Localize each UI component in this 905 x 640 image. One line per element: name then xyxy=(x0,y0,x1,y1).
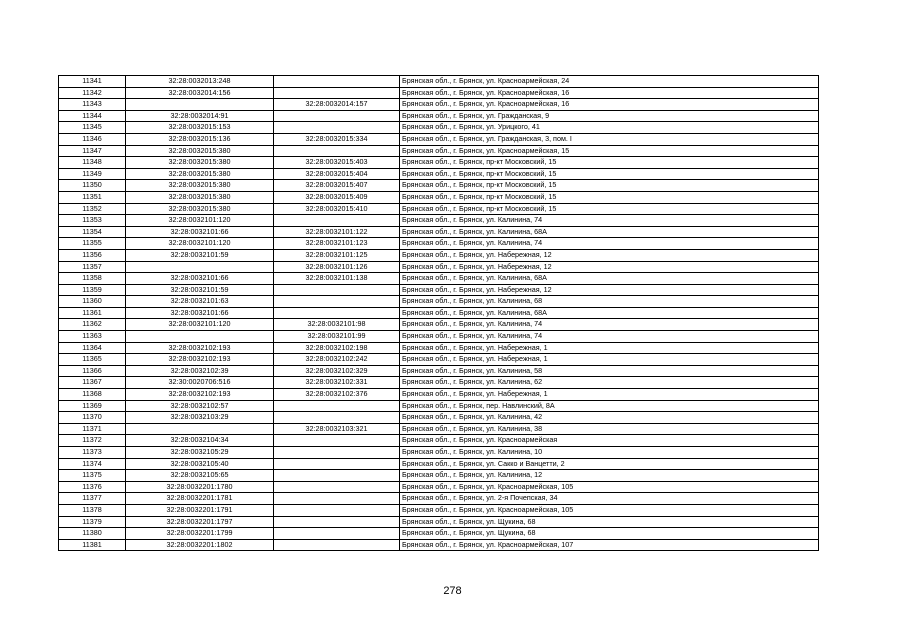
row-number-cell: 11379 xyxy=(59,516,126,528)
object-cadastral-number-cell: 32:28:0032101:99 xyxy=(274,331,400,343)
object-cadastral-number-cell: 32:28:0032102:198 xyxy=(274,342,400,354)
table-row xyxy=(59,273,819,285)
address-cell: Брянская обл., г. Брянск, ул. Гражданская, 9 xyxy=(400,110,819,122)
row-number-cell: 11370 xyxy=(59,412,126,424)
cadastral-number-cell: 32:28:0032102:193 xyxy=(126,354,274,366)
address-cell: Брянская обл., г. Брянск, ул. Гражданская, 3, пом. I xyxy=(400,133,819,145)
address-cell: Брянская обл., г. Брянск, ул. Калинина, 12 xyxy=(400,470,819,482)
cadastral-number-cell: 32:28:0032102:39 xyxy=(126,365,274,377)
cadastral-number-cell xyxy=(126,423,274,435)
address-cell: Брянская обл., г. Брянск, ул. Калинина, 58 xyxy=(400,365,819,377)
cadastral-number-cell xyxy=(126,261,274,273)
register-table-body xyxy=(59,76,819,551)
table-row xyxy=(59,481,819,493)
table-row xyxy=(59,296,819,308)
object-cadastral-number-cell xyxy=(274,400,400,412)
row-number-cell: 11357 xyxy=(59,261,126,273)
cadastral-number-cell: 32:28:0032013:248 xyxy=(126,76,274,88)
object-cadastral-number-cell: 32:28:0032015:409 xyxy=(274,191,400,203)
table-row xyxy=(59,389,819,401)
row-number-cell: 11356 xyxy=(59,249,126,261)
table-row xyxy=(59,516,819,528)
cadastral-number-cell: 32:30:0020706:516 xyxy=(126,377,274,389)
object-cadastral-number-cell: 32:28:0032103:321 xyxy=(274,423,400,435)
row-number-cell: 11355 xyxy=(59,238,126,250)
cadastral-number-cell: 32:28:0032014:156 xyxy=(126,87,274,99)
object-cadastral-number-cell xyxy=(274,145,400,157)
table-row xyxy=(59,191,819,203)
object-cadastral-number-cell xyxy=(274,481,400,493)
object-cadastral-number-cell: 32:28:0032015:404 xyxy=(274,168,400,180)
object-cadastral-number-cell xyxy=(274,307,400,319)
row-number-cell: 11351 xyxy=(59,191,126,203)
row-number-cell: 11349 xyxy=(59,168,126,180)
object-cadastral-number-cell xyxy=(274,528,400,540)
object-cadastral-number-cell: 32:28:0032101:98 xyxy=(274,319,400,331)
address-cell: Брянская обл., г. Брянск, ул. Калинина, 74 xyxy=(400,215,819,227)
address-cell: Брянская обл., г. Брянск, ул. Щукина, 68 xyxy=(400,528,819,540)
row-number-cell: 11369 xyxy=(59,400,126,412)
table-row xyxy=(59,133,819,145)
object-cadastral-number-cell: 32:28:0032102:376 xyxy=(274,389,400,401)
cadastral-number-cell: 32:28:0032101:59 xyxy=(126,284,274,296)
table-row xyxy=(59,365,819,377)
register-table xyxy=(58,75,819,551)
table-row xyxy=(59,180,819,192)
object-cadastral-number-cell: 32:28:0032101:122 xyxy=(274,226,400,238)
table-row xyxy=(59,354,819,366)
object-cadastral-number-cell: 32:28:0032102:331 xyxy=(274,377,400,389)
table-row xyxy=(59,203,819,215)
address-cell: Брянская обл., г. Брянск, ул. Урицкого, 41 xyxy=(400,122,819,134)
object-cadastral-number-cell: 32:28:0032102:329 xyxy=(274,365,400,377)
page-number: 278 xyxy=(443,585,462,597)
address-cell: Брянская обл., г. Брянск, ул. Красноармейская, 16 xyxy=(400,87,819,99)
cadastral-number-cell: 32:28:0032201:1791 xyxy=(126,504,274,516)
address-cell: Брянская обл., г. Брянск, ул. Красноармейская xyxy=(400,435,819,447)
object-cadastral-number-cell xyxy=(274,296,400,308)
object-cadastral-number-cell xyxy=(274,493,400,505)
cadastral-number-cell: 32:28:0032101:63 xyxy=(126,296,274,308)
row-number-cell: 11363 xyxy=(59,331,126,343)
address-cell: Брянская обл., г. Брянск, ул. Калинина, 74 xyxy=(400,331,819,343)
row-number-cell: 11381 xyxy=(59,539,126,551)
table-row xyxy=(59,110,819,122)
row-number-cell: 11374 xyxy=(59,458,126,470)
table-row xyxy=(59,319,819,331)
cadastral-number-cell: 32:28:0032201:1780 xyxy=(126,481,274,493)
row-number-cell: 11364 xyxy=(59,342,126,354)
row-number-cell: 11348 xyxy=(59,157,126,169)
table-row xyxy=(59,539,819,551)
object-cadastral-number-cell xyxy=(274,516,400,528)
row-number-cell: 11361 xyxy=(59,307,126,319)
cadastral-number-cell: 32:28:0032102:193 xyxy=(126,342,274,354)
address-cell: Брянская обл., г. Брянск, ул. 2-я Почепская, 34 xyxy=(400,493,819,505)
address-cell: Брянская обл., г. Брянск, ул. Набережная, 12 xyxy=(400,284,819,296)
address-cell: Брянская обл., г. Брянск, ул. Калинина, 62 xyxy=(400,377,819,389)
address-cell: Брянская обл., г. Брянск, ул. Щукина, 68 xyxy=(400,516,819,528)
object-cadastral-number-cell: 32:28:0032015:334 xyxy=(274,133,400,145)
row-number-cell: 11377 xyxy=(59,493,126,505)
object-cadastral-number-cell xyxy=(274,470,400,482)
object-cadastral-number-cell: 32:28:0032014:157 xyxy=(274,99,400,111)
row-number-cell: 11360 xyxy=(59,296,126,308)
table-row xyxy=(59,493,819,505)
address-cell: Брянская обл., г. Брянск, пр-кт Московский, 15 xyxy=(400,203,819,215)
cadastral-number-cell: 32:28:0032201:1802 xyxy=(126,539,274,551)
row-number-cell: 11343 xyxy=(59,99,126,111)
row-number-cell: 11365 xyxy=(59,354,126,366)
table-row xyxy=(59,157,819,169)
object-cadastral-number-cell xyxy=(274,110,400,122)
object-cadastral-number-cell: 32:28:0032015:403 xyxy=(274,157,400,169)
table-row xyxy=(59,342,819,354)
address-cell: Брянская обл., г. Брянск, ул. Калинина, 68А xyxy=(400,273,819,285)
object-cadastral-number-cell: 32:28:0032102:242 xyxy=(274,354,400,366)
cadastral-number-cell: 32:28:0032101:66 xyxy=(126,273,274,285)
table-row xyxy=(59,215,819,227)
object-cadastral-number-cell xyxy=(274,447,400,459)
object-cadastral-number-cell: 32:28:0032015:407 xyxy=(274,180,400,192)
object-cadastral-number-cell xyxy=(274,215,400,227)
table-row xyxy=(59,87,819,99)
address-cell: Брянская обл., г. Брянск, ул. Красноармейская, 107 xyxy=(400,539,819,551)
table-row xyxy=(59,238,819,250)
object-cadastral-number-cell xyxy=(274,435,400,447)
table-row xyxy=(59,504,819,516)
row-number-cell: 11347 xyxy=(59,145,126,157)
cadastral-number-cell: 32:28:0032015:153 xyxy=(126,122,274,134)
object-cadastral-number-cell xyxy=(274,458,400,470)
object-cadastral-number-cell: 32:28:0032101:123 xyxy=(274,238,400,250)
cadastral-number-cell: 32:28:0032101:66 xyxy=(126,226,274,238)
address-cell: Брянская обл., г. Брянск, ул. Калинина, 68А xyxy=(400,226,819,238)
row-number-cell: 11362 xyxy=(59,319,126,331)
row-number-cell: 11367 xyxy=(59,377,126,389)
row-number-cell: 11352 xyxy=(59,203,126,215)
address-cell: Брянская обл., г. Брянск, пр-кт Московский, 15 xyxy=(400,191,819,203)
object-cadastral-number-cell xyxy=(274,284,400,296)
row-number-cell: 11378 xyxy=(59,504,126,516)
table-row xyxy=(59,458,819,470)
cadastral-number-cell: 32:28:0032201:1781 xyxy=(126,493,274,505)
cadastral-number-cell: 32:28:0032105:29 xyxy=(126,447,274,459)
address-cell: Брянская обл., г. Брянск, ул. Набережная, 12 xyxy=(400,249,819,261)
address-cell: Брянская обл., г. Брянск, ул. Калинина, 68 xyxy=(400,296,819,308)
address-cell: Брянская обл., г. Брянск, пер. Навлинский, 8А xyxy=(400,400,819,412)
cadastral-number-cell: 32:28:0032105:40 xyxy=(126,458,274,470)
row-number-cell: 11344 xyxy=(59,110,126,122)
object-cadastral-number-cell xyxy=(274,76,400,88)
table-row xyxy=(59,377,819,389)
table-row xyxy=(59,249,819,261)
table-row xyxy=(59,447,819,459)
cadastral-number-cell: 32:28:0032105:65 xyxy=(126,470,274,482)
address-cell: Брянская обл., г. Брянск, ул. Калинина, 68А xyxy=(400,307,819,319)
cadastral-number-cell: 32:28:0032015:380 xyxy=(126,180,274,192)
object-cadastral-number-cell: 32:28:0032101:125 xyxy=(274,249,400,261)
object-cadastral-number-cell: 32:28:0032015:410 xyxy=(274,203,400,215)
object-cadastral-number-cell xyxy=(274,87,400,99)
table-row xyxy=(59,99,819,111)
address-cell: Брянская обл., г. Брянск, ул. Красноармейская, 105 xyxy=(400,504,819,516)
address-cell: Брянская обл., г. Брянск, ул. Набережная, 1 xyxy=(400,354,819,366)
cadastral-number-cell: 32:28:0032102:193 xyxy=(126,389,274,401)
object-cadastral-number-cell xyxy=(274,412,400,424)
table-row xyxy=(59,76,819,88)
cadastral-number-cell: 32:28:0032015:380 xyxy=(126,203,274,215)
address-cell: Брянская обл., г. Брянск, пр-кт Московский, 15 xyxy=(400,180,819,192)
cadastral-number-cell: 32:28:0032103:29 xyxy=(126,412,274,424)
table-row xyxy=(59,470,819,482)
row-number-cell: 11358 xyxy=(59,273,126,285)
address-cell: Брянская обл., г. Брянск, ул. Калинина, 74 xyxy=(400,238,819,250)
cadastral-number-cell: 32:28:0032015:380 xyxy=(126,157,274,169)
address-cell: Брянская обл., г. Брянск, ул. Красноармейская, 16 xyxy=(400,99,819,111)
cadastral-number-cell: 32:28:0032101:59 xyxy=(126,249,274,261)
row-number-cell: 11368 xyxy=(59,389,126,401)
address-cell: Брянская обл., г. Брянск, ул. Набережная, 1 xyxy=(400,389,819,401)
row-number-cell: 11341 xyxy=(59,76,126,88)
table-row xyxy=(59,226,819,238)
cadastral-number-cell xyxy=(126,99,274,111)
cadastral-number-cell: 32:28:0032101:66 xyxy=(126,307,274,319)
address-cell: Брянская обл., г. Брянск, ул. Калинина, 38 xyxy=(400,423,819,435)
address-cell: Брянская обл., г. Брянск, ул. Калинина, 10 xyxy=(400,447,819,459)
cadastral-number-cell: 32:28:0032015:136 xyxy=(126,133,274,145)
table-row xyxy=(59,307,819,319)
address-cell: Брянская обл., г. Брянск, ул. Набережная, 12 xyxy=(400,261,819,273)
table-row xyxy=(59,435,819,447)
cadastral-number-cell xyxy=(126,331,274,343)
cadastral-number-cell: 32:28:0032201:1797 xyxy=(126,516,274,528)
object-cadastral-number-cell: 32:28:0032101:138 xyxy=(274,273,400,285)
cadastral-number-cell: 32:28:0032101:120 xyxy=(126,215,274,227)
table-row xyxy=(59,400,819,412)
row-number-cell: 11350 xyxy=(59,180,126,192)
row-number-cell: 11375 xyxy=(59,470,126,482)
cadastral-number-cell: 32:28:0032014:91 xyxy=(126,110,274,122)
address-cell: Брянская обл., г. Брянск, ул. Красноармейская, 15 xyxy=(400,145,819,157)
object-cadastral-number-cell: 32:28:0032101:126 xyxy=(274,261,400,273)
object-cadastral-number-cell xyxy=(274,539,400,551)
row-number-cell: 11345 xyxy=(59,122,126,134)
row-number-cell: 11376 xyxy=(59,481,126,493)
row-number-cell: 11346 xyxy=(59,133,126,145)
row-number-cell: 11380 xyxy=(59,528,126,540)
table-row xyxy=(59,528,819,540)
table-row xyxy=(59,122,819,134)
address-cell: Брянская обл., г. Брянск, пр-кт Московский, 15 xyxy=(400,168,819,180)
object-cadastral-number-cell xyxy=(274,504,400,516)
cadastral-number-cell: 32:28:0032201:1799 xyxy=(126,528,274,540)
cadastral-number-cell: 32:28:0032015:380 xyxy=(126,191,274,203)
row-number-cell: 11354 xyxy=(59,226,126,238)
row-number-cell: 11366 xyxy=(59,365,126,377)
table-row xyxy=(59,423,819,435)
cadastral-number-cell: 32:28:0032102:57 xyxy=(126,400,274,412)
address-cell: Брянская обл., г. Брянск, ул. Калинина, 74 xyxy=(400,319,819,331)
table-row xyxy=(59,331,819,343)
cadastral-number-cell: 32:28:0032101:120 xyxy=(126,319,274,331)
row-number-cell: 11373 xyxy=(59,447,126,459)
row-number-cell: 11372 xyxy=(59,435,126,447)
row-number-cell: 11359 xyxy=(59,284,126,296)
address-cell: Брянская обл., г. Брянск, ул. Красноармейская, 105 xyxy=(400,481,819,493)
row-number-cell: 11342 xyxy=(59,87,126,99)
table-row xyxy=(59,168,819,180)
cadastral-number-cell: 32:28:0032015:380 xyxy=(126,168,274,180)
table-row xyxy=(59,261,819,273)
row-number-cell: 11371 xyxy=(59,423,126,435)
object-cadastral-number-cell xyxy=(274,122,400,134)
table-row xyxy=(59,284,819,296)
cadastral-number-cell: 32:28:0032015:380 xyxy=(126,145,274,157)
address-cell: Брянская обл., г. Брянск, пр-кт Московский, 15 xyxy=(400,157,819,169)
address-cell: Брянская обл., г. Брянск, ул. Сакко и Ванцетти, 2 xyxy=(400,458,819,470)
table-row xyxy=(59,145,819,157)
table-row xyxy=(59,412,819,424)
address-cell: Брянская обл., г. Брянск, ул. Калинина, 42 xyxy=(400,412,819,424)
cadastral-number-cell: 32:28:0032101:120 xyxy=(126,238,274,250)
address-cell: Брянская обл., г. Брянск, ул. Набережная, 1 xyxy=(400,342,819,354)
cadastral-number-cell: 32:28:0032104:34 xyxy=(126,435,274,447)
address-cell: Брянская обл., г. Брянск, ул. Красноармейская, 24 xyxy=(400,76,819,88)
row-number-cell: 11353 xyxy=(59,215,126,227)
